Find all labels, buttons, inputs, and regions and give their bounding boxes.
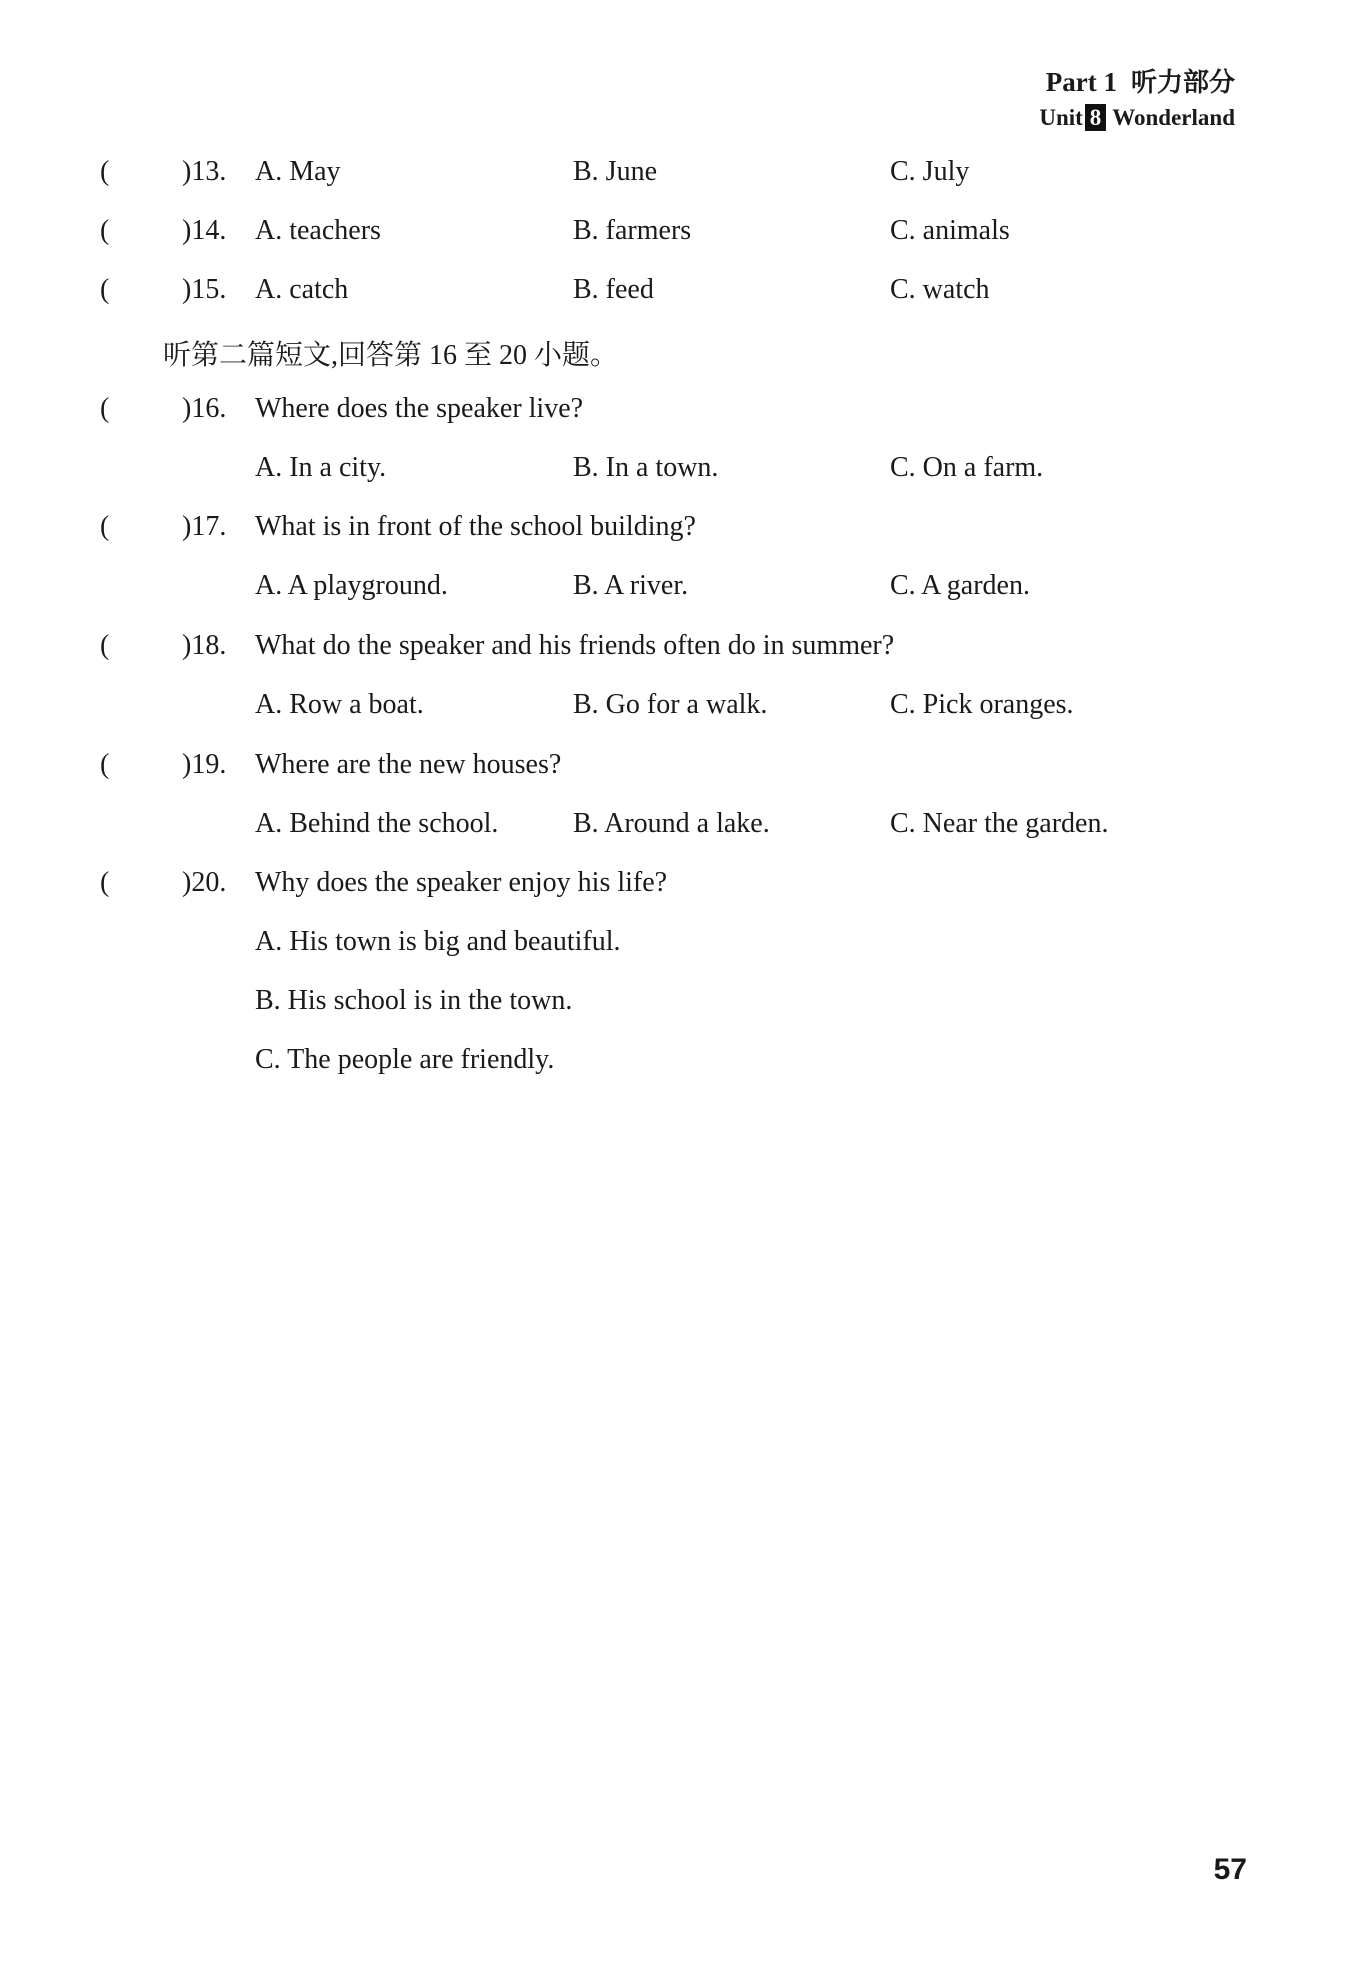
option-a-16: A. In a city. [255, 452, 387, 483]
part-title-cn: 听力部分 [1130, 68, 1235, 98]
option-c-14: C. animals [890, 215, 1010, 246]
option-c-13: C. July [890, 156, 970, 187]
option-c-17: C. A garden. [890, 570, 1030, 601]
unit-label: Unit [1039, 105, 1083, 130]
question-text-20: Why does the speaker enjoy his life? [255, 867, 668, 898]
option-a-15: A. catch [255, 274, 349, 305]
answer-blank-13[interactable]: ( [100, 156, 110, 187]
answer-blank-15[interactable]: ( [100, 274, 110, 305]
option-a-14: A. teachers [255, 215, 381, 246]
question-number-14: )14. [182, 215, 227, 246]
question-text-17: What is in front of the school building? [255, 511, 696, 542]
question-number-16: )16. [182, 393, 227, 424]
question-number-20: )20. [182, 867, 227, 898]
answer-blank-14[interactable]: ( [100, 215, 110, 246]
question-number-17: )17. [182, 511, 227, 542]
option-c-20: C. The people are friendly. [255, 1044, 555, 1075]
question-text-19: Where are the new houses? [255, 749, 562, 780]
option-c-18: C. Pick oranges. [890, 689, 1074, 720]
option-b-20: B. His school is in the town. [255, 985, 573, 1016]
answer-blank-20[interactable]: ( [100, 867, 110, 898]
answer-blank-18[interactable]: ( [100, 630, 110, 661]
option-c-16: C. On a farm. [890, 452, 1044, 483]
question-number-15: )15. [182, 274, 227, 305]
option-b-14: B. farmers [573, 215, 692, 246]
answer-blank-19[interactable]: ( [100, 749, 110, 780]
option-a-17: A. A playground. [255, 570, 448, 601]
option-c-15: C. watch [890, 274, 990, 305]
question-text-18: What do the speaker and his friends often do in summer? [255, 630, 895, 661]
section-instruction: 听第二篇短文,回答第 16 至 20 小题。 [163, 340, 619, 371]
question-number-18: )18. [182, 630, 227, 661]
option-a-13: A. May [255, 156, 341, 187]
answer-blank-16[interactable]: ( [100, 393, 110, 424]
option-a-18: A. Row a boat. [255, 689, 424, 720]
header-unit [1039, 104, 1235, 131]
option-a-20: A. His town is big and beautiful. [255, 926, 621, 957]
option-b-16: B. In a town. [573, 452, 719, 483]
question-number-13: )13. [182, 156, 227, 187]
question-number-19: )19. [182, 749, 227, 780]
option-c-19: C. Near the garden. [890, 808, 1109, 839]
question-text-16: Where does the speaker live? [255, 393, 584, 424]
part-label: Part 1 [1045, 67, 1117, 97]
option-b-19: B. Around a lake. [573, 808, 770, 839]
answer-blank-17[interactable]: ( [100, 511, 110, 542]
option-b-17: B. A river. [573, 570, 689, 601]
option-b-13: B. June [573, 156, 657, 187]
option-b-18: B. Go for a walk. [573, 689, 768, 720]
header-part [1046, 62, 1235, 99]
option-a-19: A. Behind the school. [255, 808, 499, 839]
unit-title: Wonderland [1112, 105, 1235, 130]
page-number: 57 [1213, 1853, 1247, 1886]
option-b-15: B. feed [573, 274, 654, 305]
unit-number-badge: 8 [1085, 104, 1107, 131]
